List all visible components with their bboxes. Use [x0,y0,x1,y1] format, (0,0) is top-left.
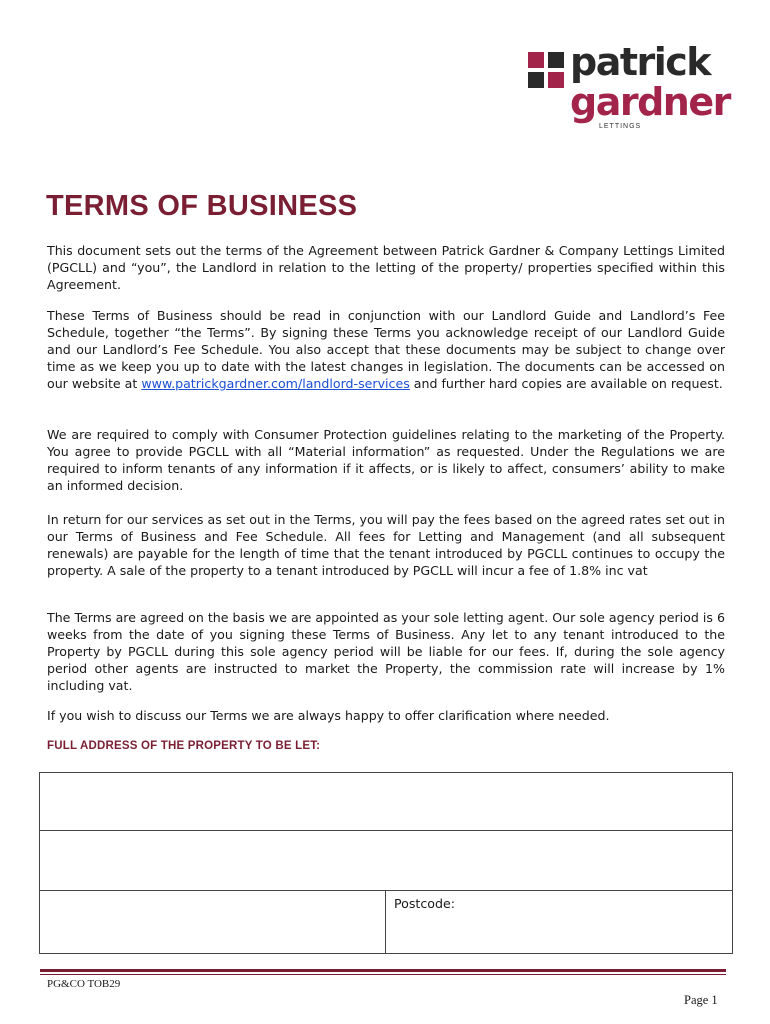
footer-page-number: Page 1 [684,993,718,1007]
landlord-services-link[interactable]: www.patrickgardner.com/landlord-services [141,376,410,391]
address-section-label: FULL ADDRESS OF THE PROPERTY TO BE LET: [47,740,321,752]
paragraph-sole-agency: The Terms are agreed on the basis we are appointed as your sole letting agent. Our sole agency period is 6 weeks from the date of you signing these Terms of Business. Any let to any tenant introduced to the Property by PGCLL during this sole agency period will be liable for our fees. If, during the sole agency period other agents are instructed to market the Property, the commission rate will increase by 1% including vat. [47,610,725,693]
address-last-row [40,891,732,953]
address-line-1-field[interactable] [40,773,732,831]
paragraph-terms-text: These Terms of Business should be read in conjunction with our Landlord Guide and Landlord’s Fee Schedule, together “the Terms”. By signing these Terms you acknowledge receipt of our Landlord Guide and our Landlord’s Fee Schedule. You also accept that these documents may be subject to change over time as we keep you up to date with the latest changes in legislation. The documents can be accessed on our website at [47,308,725,391]
postcode-field[interactable] [386,891,732,953]
paragraph-consumer-protection: We are required to comply with Consumer Protection guidelines relating to the marketing of the Property. You agree to provide PGCLL with all “Material information” as requested. Under the Regulations we are required to inform tenants of any information if it affects, or is likely to affect, consumers’ ability to make an informed decision. [47,427,725,493]
footer-rule [40,969,726,972]
document-title: TERMS OF BUSINESS [46,190,358,222]
company-logo [528,40,733,134]
logo-squares-icon [528,52,564,88]
footer-document-reference: PG&CO TOB29 [47,978,121,990]
paragraph-fees: In return for our services as set out in the Terms, you will pay the fees based on the agreed rates set out in our Terms of Business and Fee Schedule. All fees for Letting and Management (and all subsequent renewals) are payable for the length of time that the tenant introduced by PGCLL continues to occupy the property. A sale of the property to a tenant introduced by PGCLL will incur a fee of 1.8% inc vat [47,512,725,578]
footer-rule-thin [40,974,726,975]
address-line-2-field[interactable] [40,831,732,891]
paragraph-agreement: This document sets out the terms of the Agreement between Patrick Gardner & Company Lettings Limited (PGCLL) and “you”, the Landlord in relation to the letting of the property/ properties specified within this Agreement. [47,243,725,292]
postcode-label: Postcode: [394,896,455,911]
paragraph-terms-tail: and further hard copies are available on request. [409,376,723,391]
address-line-3-field[interactable] [40,891,386,953]
logo-subtitle: LETTINGS [599,123,642,130]
logo-word-gardner: gardner [570,80,730,124]
logo-square-3 [528,72,544,88]
paragraph-clarification: If you wish to discuss our Terms we are always happy to offer clarification where needed. [47,708,610,723]
logo-square-2 [548,52,564,68]
paragraph-terms-conjunction [47,307,725,392]
logo-square-4 [548,72,564,88]
logo-square-1 [528,52,544,68]
logo-word-patrick: patrick [570,40,711,84]
address-form-table [39,772,733,954]
